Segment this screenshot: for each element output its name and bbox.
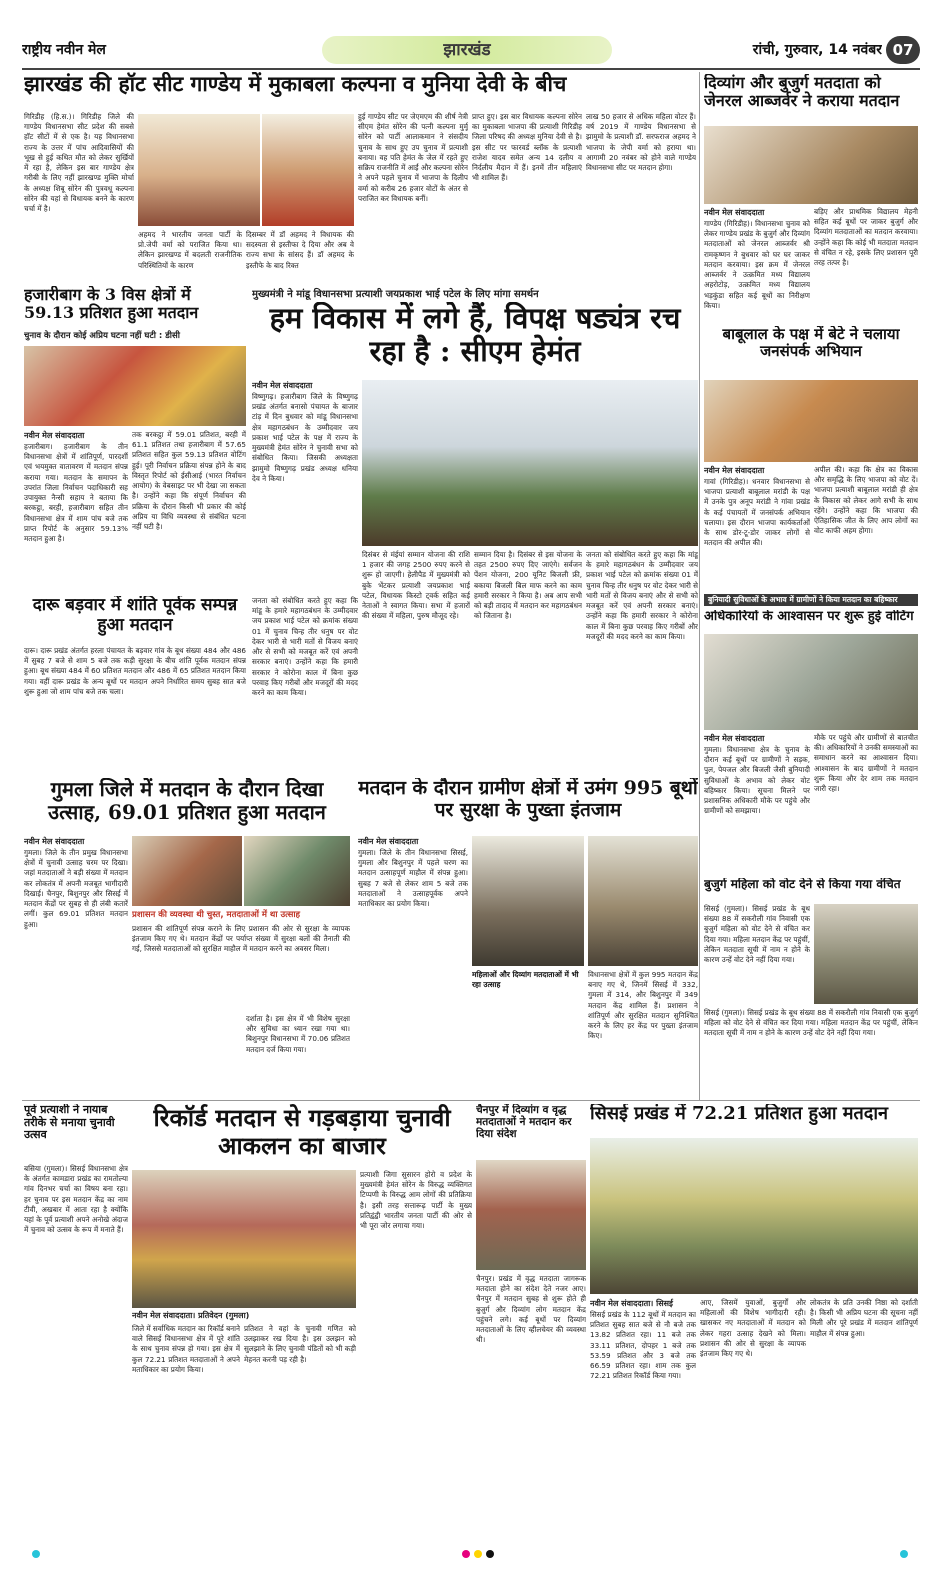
- sisai-col-1: सिसई प्रखंड के 112 बूथों में मतदान का प्रतिशत सुबह सात बजे से नौ बजे तक 13.82 प्रतिशत रहा। 11 बजे तक 33.11 प्रतिशत, दोपहर 1 बजे तक 53.59 प्रतिशत और 3 बजे तक 66.59 प्रतिशत रहा। शाम तक कुल 72.21 प्रतिशत रिकॉर्ड किया गया।: [590, 1310, 696, 1381]
- hazaribag-kicker: चुनाव के दौरान कोई अप्रिय घटना नहीं घटी : डीसी: [24, 331, 180, 341]
- gramin-caption: महिलाओं और दिव्यांग मतदाताओं में भी रहा उत्साह: [472, 970, 579, 989]
- column-rule: [699, 72, 700, 1100]
- boycott-bar: बुनियादी सुविधाओं के अभाव में ग्रामीणों ने किया मतदान का बहिष्कार: [704, 594, 918, 606]
- gramin-byline: नवीन मेल संवाददाता: [358, 837, 419, 846]
- gumla-col-1: गुमला। जिले के तीन प्रमुख विधानसभा क्षेत्रों में चुनावी उत्साह चरम पर दिखा। जहां मतदाताओं ने बड़ी संख्या में मतदान कर लोकतंत्र में अपनी मजबूत भागीदारी दिखाई। चैनपुर, बिशुनपुर और सिसई में मतदान केंद्रों पर सुबह से ही लंबी कतारें लगीं। कुल 69.01 प्रतिशत मतदान हुआ।: [24, 848, 128, 929]
- cm-col-2: जनता को संबोधित करते हुए कहा कि मांडू के हमारे महागठबंधन के उम्मीदवार जय प्रकाश भाई पटेल को क्रमांक संख्या 01 में चुनाव चिन्ह तीर धनुष पर वोट देकर भारी से भारी मतों से विजय बनाएं और से सभी को मजबूत करें एवं अपनी सरकार बनाएं। उन्होंने कहा कि हमारी सरकार ने कोरोना काल में बिना कुछ परवाह किए गरीबों और मजदूरों की मदद करने का काम किया।: [252, 596, 358, 697]
- candidate-photo-muniya: [262, 114, 354, 226]
- budhi-headline: बुजुर्ग महिला को वोट देने से किया गया वंचित: [704, 878, 901, 891]
- gumla-headline: गुमला जिले में मतदान के दौरान दिखा उत्साह, 69.01 प्रतिशत हुआ मतदान: [48, 778, 326, 824]
- babulal-byline: नवीन मेल संवाददाता: [704, 466, 765, 475]
- budhi-col-1: सिसई (गुमला)। सिसई प्रखंड के बूथ संख्या 88 में सकरौली गांव निवासी एक बुजुर्ग महिला को वोट देने से वंचित कर दिया गया। महिला मतदान केंद्र पर पहुंचीं, लेकिन मतदाता सूची में नाम न होने के कारण उन्हें वोट देने नहीं दिया गया।: [704, 904, 810, 965]
- parv-headline: पूर्व प्रत्याशी ने नायाब तरीके से मनाया चुनावी उत्सव: [24, 1104, 115, 1142]
- lead-col-5: प्राप्त हुए। इस बार विधायक कल्पना सोरेन का मुकाबला भाजपा की प्रत्याशी गिरिडीह जिला परिषद की अध्यक्ष मुनिया देवी से है। इस सीट पर फारवर्ड ब्लॉक के प्रत्याशी राजेश यादव समेत अन्य 14 दलीय व निर्दलीय मैदान में हैं। इनमें तीन महिलाएं भी शामिल हैं।: [472, 112, 582, 183]
- gumla-photo-1: [132, 836, 242, 906]
- cm-kicker: मुख्यमंत्री ने मांडू विधानसभा प्रत्याशी जयप्रकाश भाई पटेल के लिए मांगा समर्थन: [252, 289, 539, 300]
- hazaribag-byline: नवीन मेल संवाददाता: [24, 431, 85, 440]
- section-rule: [22, 1100, 920, 1101]
- record-col-1: जिले में सर्वाधिक मतदान का रिकॉर्ड बनाने वाले सिसई विधानसभा क्षेत्र में पूरे शांति के साथ चुनाव संपन्न हो गया। इस क्षेत्र में कुल 72.21 प्रतिशत मतदाताओं ने अपने मताधिकार का प्रयोग किया।: [132, 1324, 240, 1374]
- adhikari-headline: अधिकारियों के आश्वासन पर शुरू हुई वोटिंग: [704, 610, 914, 624]
- divyang-col-1: गाण्डेय (गिरिडीह)। विधानसभा चुनाव को लेकर गाण्डेय प्रखंड के बुजुर्ग और दिव्यांग मतदाताओं को जेनरल आब्जर्वर श्री रामकृष्णन ने बुधवार को घर घर जाकर मतदान करवाया। इस क्रम में जेनरल आब्जर्वर ने उत्क्रमित मध्य विद्यालय अहरोटोड़, उत्क्रमित मध्य विद्यालय भड़कुंडा सहित कई बूथों का निरीक्षण किया।: [704, 219, 810, 310]
- sisai-photo: [590, 1138, 918, 1294]
- cm-col-5: जनता को संबोधित करते हुए कहा कि मांडू के हमारे महागठबंधन के उम्मीदवार जय प्रकाश भाई पटेल को क्रमांक संख्या 01 में चुनाव चिन्ह तीर धनुष पर वोट देकर भारी से भारी मतों से विजय बनाएं और से सभी को मजबूत करें एवं अपनी सरकार बनाएं। उन्होंने कहा कि हमारी सरकार ने कोरोना काल में बिना कुछ परवाह किए गरीबों और मजदूरों की मदद करने का काम किया।: [586, 550, 698, 641]
- gramin-photo-2: [588, 836, 698, 966]
- gumla-col-3: दर्शाता है। इस क्षेत्र में भी विशेष सुरक्षा और सुविधा का ध्यान रखा गया था। बिशुनपुर विधानसभा में 70.06 प्रतिशत मतदान दर्ज किया गया।: [246, 1014, 350, 1054]
- cm-byline: नवीन मेल संवाददाता: [252, 381, 313, 390]
- lead-headline: झारखंड की हॉट सीट गाण्डेय में मुकाबला कल्पना व मुनिया देवी के बीच: [24, 72, 567, 96]
- chainpur-col-1: चैनपुर। प्रखंड में वृद्ध मतदाता जागरूक मतदाता होने का संदेश देते नजर आए। चैनपुर में मतदान सुबह से शुरू होते ही बुजुर्ग और दिव्यांग लोग मतदान केंद्र पहुंचने लगे। कई बूथों पर दिव्यांग मतदाताओं के लिए व्हीलचेयर की व्यवस्था थी।: [476, 1274, 586, 1345]
- cm-headline: हम विकास में लगे हैं, विपक्ष षड्यंत्र रच रहा है : सीएम हेमंत: [269, 302, 681, 369]
- gumla-red-bar: प्रशासन की व्यवस्था थी चुस्त, मतदाताओं में था उत्साह: [132, 910, 301, 920]
- divyang-photo: [704, 126, 918, 204]
- babulal-col-1: गावां (गिरिडीह)। धनवार विधानसभा से भाजपा प्रत्याशी बाबूलाल मरांडी के पक्ष में उनके पुत्र अनूप मरांडी ने गांवा प्रखंड के कई पंचायतों में जनसंपर्क अभियान चलाया। इस दौरान भाजपा कार्यकर्ताओं के साथ डोर-टू-डोर जाकर लोगों से मतदान की अपील की।: [704, 477, 810, 548]
- sisai-byline: नवीन मेल संवाददाता। सिसई: [590, 1299, 673, 1308]
- gramin-headline: मतदान के दौरान ग्रामीण क्षेत्रों में उमंग 995 बूथों पर सुरक्षा के पुख्ता इंतजाम: [358, 778, 698, 821]
- babulal-photo: [704, 380, 918, 462]
- hazaribag-col-1: हजारीबाग। हजारीबाग के तीन विधानसभा क्षेत्रों में शांतिपूर्ण, पारदर्शी एवं भयमुक्त वातावरण में मतदान संपन्न कराया गया। मतदान के समापन के उपरांत जिला निर्वाचन पदाधिकारी सह उपायुक्त नैन्सी सहाय ने बताया कि बरकट्ठा, बरही, हजारीबाग सहित तीन विधानसभा क्षेत्र में शाम पांच बजे तक प्राप्त रिपोर्ट के अनुसार 59.13% मतदान हुआ है।: [24, 442, 128, 543]
- budhi-photo: [814, 904, 918, 1004]
- divyang-byline: नवीन मेल संवाददाता: [704, 208, 765, 217]
- header-rule: [22, 68, 920, 70]
- record-col-3: प्रत्याशी जिगा सुसारन होरो व प्रदेश के मुख्यमंत्री हेमंत सोरेन के विरुद्ध व्यक्तिगत टिप्पणी के विरुद्ध आम लोगों की प्रतिक्रिया है। इसी तरह सत्तारूढ़ पार्टी के मुख्य प्रतिद्वंद्वी भारतीय जनता पार्टी की ओर से भी पूरा जोर लगाया गया।: [360, 1170, 472, 1231]
- hazaribag-queue-photo: [24, 346, 246, 426]
- gumla-photo-2: [244, 836, 350, 906]
- gumla-byline: नवीन मेल संवाददाता: [24, 837, 85, 846]
- sisai-col-2: आए, जिसमें युवाओं, बुजुर्गों और महिलाओं की विशेष भागीदारी रही। खासकर नए मतदाताओं में मतदान को लेकर गहरा उत्साह देखने को मिला। प्रशासन की ओर से सुरक्षा के व्यापक इंतजाम किए गए थे।: [700, 1298, 806, 1359]
- masthead-logo: राष्ट्रीय नवीन मेल: [22, 42, 106, 58]
- gramin-col-2: विधानसभा क्षेत्रों में कुल 995 मतदान केंद्र बनाए गए थे, जिनमें सिसई में 332, गुमला में 314, और बिशुनपुर में 349 मतदान केंद्र शामिल हैं। प्रशासन ने शांतिपूर्ण और सुरक्षित मतदान सुनिश्चित करने के लिए हर केंद्र पर पुख्ता इंतजाम किए।: [588, 970, 698, 1041]
- record-byline: नवीन मेल संवाददाता। प्रतिवेदन (गुमला): [132, 1311, 250, 1320]
- sisai-col-3: लोकतंत्र के प्रति उनकी निष्ठा को दर्शाती है। किसी भी अप्रिय घटना की सूचना नहीं मिली और पूरे प्रखंड में मतदान शांतिपूर्ण माहौल में संपन्न हुआ।: [810, 1298, 918, 1338]
- page-header: [22, 36, 920, 64]
- hazaribag-col-2: तक बरकट्ठा में 59.01 प्रतिशत, बरही में 61.1 प्रतिशत तथा हजारीबाग में 57.65 प्रतिशत सहित कुल 59.13 प्रतिशत वोटिंग हुई। पूरी निर्वाचन प्रक्रिया संपन्न होने के बाद विस्तृत रिपोर्ट को ईसीआई (भारत निर्वाचन आयोग) के वेबसाइट पर भी देखा जा सकता है। उन्होंने कहा कि संपूर्ण निर्वाचन की प्रक्रिया के दौरान किसी भी प्रकार की कोई अप्रिय या विधि व्यवस्था से संबंधित घटना नहीं घटी है।: [132, 430, 246, 531]
- dot-magenta: [462, 1550, 470, 1558]
- adhikari-col-1: गुमला। विधानसभा क्षेत्र के चुनाव के दौरान कई बूथों पर ग्रामीणों ने सड़क, पुल, पेयजल और बिजली जैसी बुनियादी सुविधाओं के अभाव को लेकर वोट बहिष्कार किया। सूचना मिलने पर प्रशासनिक अधिकारी मौके पर पहुंचे और ग्रामीणों को समझाया।: [704, 745, 810, 816]
- lead-col-1: गिरिडीह (हि.स.)। गिरिडीह जिले की गाण्डेय विधानसभा सीट प्रदेश की सबसे हॉट सीटों में से एक है। यह विधानसभा राज्य के उत्तर में पांच आदिवासियों की भूख से हुई कथित मौत को लेकर सुर्खियों में रहा है, लेकिन इस बार गाण्डेय क्षेत्र गरीबी के लिए नहीं झारखण्ड मुक्ति मोर्चा के अध्यक्ष शिबू सोरेन की पुत्रवधू कल्पना सोरेन की यहां से विधायक बनने के कारण चर्चा में है।: [24, 112, 134, 213]
- candidate-photo-kalpana: [138, 114, 260, 226]
- adhikari-col-2: मौके पर पहुंचे और ग्रामीणों से बातचीत की। अधिकारियों ने उनकी समस्याओं का समाधान करने का आश्वासन दिया। आश्वासन के बाद ग्रामीणों ने मतदान शुरू किया और देर शाम तक मतदान जारी रहा।: [814, 733, 918, 794]
- babulal-headline: बाबूलाल के पक्ष में बेटे ने चलाया जनसंपर्क अभियान: [722, 326, 900, 361]
- section-title: झारखंड: [322, 36, 612, 64]
- divyang-headline: दिव्यांग और बुजुर्ग मतदाता को जेनरल आब्जर्वर ने कराया मतदान: [704, 74, 900, 111]
- lead-col-4: हुई गाण्डेय सीट पर जेएमएम की शीर्ष नेत्री सीएम हेमंत सोरेन की पत्नी कल्पना मुर्मू सोरेन को पार्टी आलाकमान ने संसदीय चुनाव के साथ हुए उप चुनाव में प्रत्याशी बनाया। वह पति हेमंत के जेल में रहते हुए सक्रिय राजनीति में आईं और कल्पना सोरेन ने अपने पहले चुनाव में भाजपा के दिलीप वर्मा को करीब 26 हजार वोटों के अंतर से पराजित कर विधायक बनीं।: [358, 112, 468, 203]
- record-col-2: प्रतिशत ने वहां के चुनावी गणित को उलझाकर रख दिया है। इस उलझन को सुलझाने के लिए चुनावी पंडितों को भी कड़ी मेहनत करनी पड़ रही है।: [244, 1324, 356, 1364]
- parv-col-1: बसिया (गुमला)। सिसई विधानसभा क्षेत्र के अंतर्गत कामडारा प्रखंड का रामतोल्या गांव दिनभर चर्चा का विषय बना रहा। हर चुनाव पर इस मतदान केंद्र का नाम टीवी, अखबार में आता रहा है क्योंकि यहां के पूर्व प्रत्याशी अपने अनोखे अंदाज में चुनाव को उत्सव के रूप में मनाते हैं।: [24, 1164, 128, 1235]
- dot-black: [486, 1550, 494, 1558]
- page-number: 07: [886, 36, 920, 64]
- chainpur-headline: चैनपुर में दिव्यांग व वृद्ध मतदाताओं ने मतदान कर दिया संदेश: [476, 1104, 572, 1141]
- cm-col-3: दिसंबर से मंईयां सम्मान योजना की राशि 1 हजार की जगह 2500 रुपए करने से शुरू हो जाएगी। हेलीपैड में मुख्यमंत्री को बुके भेंटकर प्रत्याशी जयप्रकाश भाई पटेल, विधायक किस्टो ट्वर्क सहित कई नेताओं ने स्वागत किया। सभा में हजारों की संख्या में महिला, पुरुष मौजूद रहे।: [362, 550, 470, 621]
- divyang-col-2: बड़िए और प्राथमिक विद्यालय मेहनी सहित कई बूथों पर जाकर बुजुर्ग और दिव्यांग मतदाताओं का मतदान करवाया। उन्होंने कहा कि कोई भी मतदाता मतदान से वंचित न रहे, इसके लिए प्रशासन पूरी तरह तत्पर है।: [814, 207, 918, 268]
- sisai-headline: सिसई प्रखंड में 72.21 प्रतिशत हुआ मतदान: [590, 1104, 889, 1124]
- lead-col-3: दिसम्बर में डॉ अहमद ने विधायक की सदस्यता से इस्तीफा दे दिया और अब वे राज्य सभा के सांसद हैं। डॉ अहमद के इस्तीफे के बाद रिक्त: [246, 230, 354, 270]
- dot-cyan: [32, 1550, 40, 1558]
- footer-color-strip: [22, 1546, 920, 1562]
- gramin-col-1: गुमला। जिले के तीन विधानसभा सिसई, गुमला और बिशुनपुर में पहले चरण का मतदान उत्साहपूर्ण माहौल में संपन्न हुआ। सुबह 7 बजे से लेकर शाम 5 बजे तक मतदाताओं ने उत्साहपूर्वक अपने मताधिकार का प्रयोग किया।: [358, 848, 468, 909]
- adhikari-byline: नवीन मेल संवाददाता: [704, 734, 765, 743]
- cm-col-4: सम्मान दिया है। दिसंबर से इस योजना के तहत 2500 रुपए दिए जाएंगे। सर्वजन पेंशन योजना, 200 यूनिट बिजली फ्री, बकाया बिजली बिल माफ करने का काम हमारी सरकार ने किया है। अब आप सभी को बड़ी तादाद में मतदान कर महागठबंधन को जिताना है।: [474, 550, 582, 621]
- issue-date: रांची, गुरुवार, 14 नवंबर: [752, 42, 882, 58]
- dot-cyan-right: [900, 1550, 908, 1558]
- record-queue-photo: [132, 1170, 356, 1308]
- adhikari-photo: [704, 634, 918, 730]
- hazaribag-headline: हजारीबाग के 3 विस क्षेत्रों में 59.13 प्रतिशत हुआ मतदान: [24, 286, 199, 323]
- cm-col-1: विष्णुगढ़। हजारीबाग जिले के विष्णुगढ़ प्रखंड अंतर्गत बनासो पंचायत के बाजार टांड़ में दिन बुधवार को मांडू विधानसभा क्षेत्र महागठबंधन के उम्मीदवार जय प्रकाश भाई पटेल के पक्ष में राज्य के मुख्यमंत्री हेमंत सोरेन ने चुनावी सभा को संबोधित किया। जिसकी अध्यक्षता झामुमो विष्णुगढ़ प्रखंड अध्यक्ष धनिया देव ने किया।: [252, 392, 358, 483]
- badwar-col-1: दारू। दारू प्रखंड अंतर्गत हरला पंचायत के बड़वार गांव के बूथ संख्या 484 और 486 में सुबह 7 बजे से शाम 5 बजे तक कड़ी सुरक्षा के बीच शांति पूर्वक मतदान संपन्न हुआ। बूथ संख्या 484 में 60 प्रतिशत मतदान और 486 में 65 प्रतिशत मतदान किया गया। वहीं दारू प्रखंड के अन्य बूथों पर मतदान अपने निर्धारित समय सुबह सात बजे शुरू हुआ जो शाम पांच बजे तक चला।: [24, 646, 246, 696]
- record-headline: रिकॉर्ड मतदान से गड़बड़ाया चुनावी आकलन का बाजार: [153, 1104, 451, 1160]
- badwar-headline: दारू बड़वार में शांति पूर्वक सम्पन्न हुआ मतदान: [32, 596, 238, 635]
- lead-col-6: लाख 50 हजार से अधिक महिला वोटर हैं। वर्ष 2019 में गाण्डेय विधानसभा से झामुमो के प्रत्याशी डॉ. सरफराज अहमद ने भाजपा के जेपी वर्मा को हराया था। आगामी 20 नवंबर को होने वाले गाण्डेय विधानसभा सीट पर मतदान होगा।: [586, 112, 696, 173]
- budhi-col-2: सिसई (गुमला)। सिसई प्रखंड के बूथ संख्या 88 में सकरौली गांव निवासी एक बुजुर्ग महिला को वोट देने से वंचित कर दिया गया। महिला मतदान केंद्र पर पहुंचीं, लेकिन मतदाता सूची में नाम न होने के कारण उन्हें वोट देने नहीं दिया गया।: [704, 1008, 918, 1038]
- dot-yellow: [474, 1550, 482, 1558]
- chainpur-photo: [476, 1160, 586, 1270]
- lead-col-2: अहमद ने भारतीय जनता पार्टी के प्रो.जेपी वर्मा को पराजित किया था। लेकिन झारखण्ड में बदलती राजनीतिक परिस्थितियों के कारण: [138, 230, 242, 270]
- gumla-col-2: प्रशासन की शांतिपूर्ण संपन्न कराने के लिए प्रशासन की ओर से सुरक्षा के व्यापक इंतजाम किए गए थे। मतदान केंद्रों पर पर्याप्त संख्या में सुरक्षा बलों की तैनाती की गई, जिससे मतदाताओं को सुरक्षित माहौल में मतदान करने का अवसर मिला।: [132, 924, 350, 954]
- cm-rally-photo: [362, 380, 698, 546]
- babulal-col-2: अपील की। कहा कि क्षेत्र का विकास और समृद्धि के लिए भाजपा को वोट दें। भाजपा प्रत्याशी बाबूलाल मरांडी ही क्षेत्र के विकास को लेकर आगे सभी के साथ रहेंगे। उन्होंने कहा कि भाजपा की ऐतिहासिक जीत के लिए आप लोगों का वोट काफी अहम होगा।: [814, 465, 918, 536]
- gramin-photo-1: [472, 836, 584, 966]
